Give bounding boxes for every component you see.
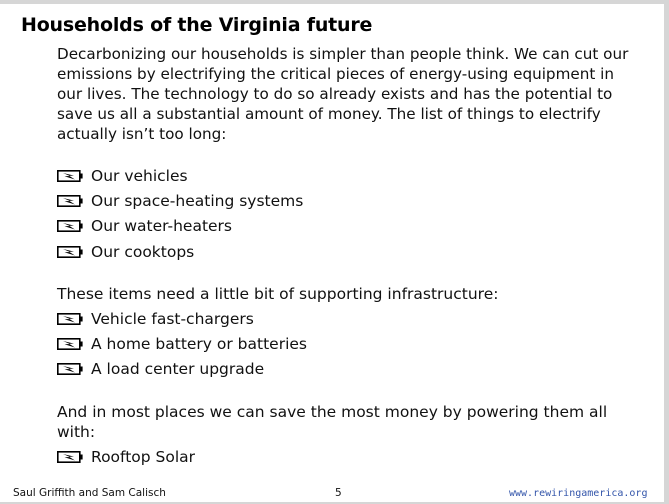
page-edge-top: [0, 0, 669, 4]
list-item: [57, 239, 303, 264]
list-item-label: Vehicle fast-chargers: [91, 309, 254, 328]
list-item: [57, 214, 303, 239]
battery-icon: [57, 451, 83, 463]
list-item: [57, 188, 303, 213]
page-edge-right: [664, 0, 669, 504]
footer-website-link[interactable]: www.rewiringamerica.org: [509, 488, 648, 499]
infrastructure-paragraph: These items need a little bit of supporting infrastructure:: [57, 285, 499, 303]
list-item-label: A home battery or batteries: [91, 334, 308, 353]
list-item-label: Our cooktops: [91, 242, 195, 261]
list-item-label: Our space-heating systems: [91, 191, 304, 210]
intro-paragraph: Decarbonizing our households is simpler than people think. We can cut our emissions by electrifying the critical pieces of energy-using equipment in our lives. The technology to do so already exists and has the potential to save us all a substantial amount of money. The list of things to electrify actually isn’t too long:: [57, 45, 629, 143]
list-item: [57, 306, 307, 331]
battery-icon: [57, 338, 83, 350]
battery-icon: [57, 195, 83, 207]
infrastructure-list: [57, 306, 307, 382]
battery-icon: [57, 246, 83, 258]
list-item: [57, 444, 195, 469]
footer-page-number: 5: [335, 487, 342, 499]
battery-icon: [57, 363, 83, 375]
list-item: [57, 357, 307, 382]
electrify-list: [57, 163, 303, 264]
list-item-label: Our vehicles: [91, 166, 188, 185]
battery-icon: [57, 220, 83, 232]
list-item: [57, 331, 307, 356]
footer-authors: Saul Griffith and Sam Calisch: [13, 487, 166, 499]
list-item-label: A load center upgrade: [91, 360, 265, 379]
battery-icon: [57, 170, 83, 182]
list-item: [57, 163, 303, 188]
power-list: [57, 444, 195, 469]
list-item-label: Our water-heaters: [91, 217, 233, 236]
battery-icon: [57, 313, 83, 325]
page-heading: Households of the Virginia future: [21, 14, 373, 36]
list-item-label: Rooftop Solar: [91, 447, 196, 466]
power-paragraph: And in most places we can save the most money by powering them all with:: [57, 403, 608, 441]
